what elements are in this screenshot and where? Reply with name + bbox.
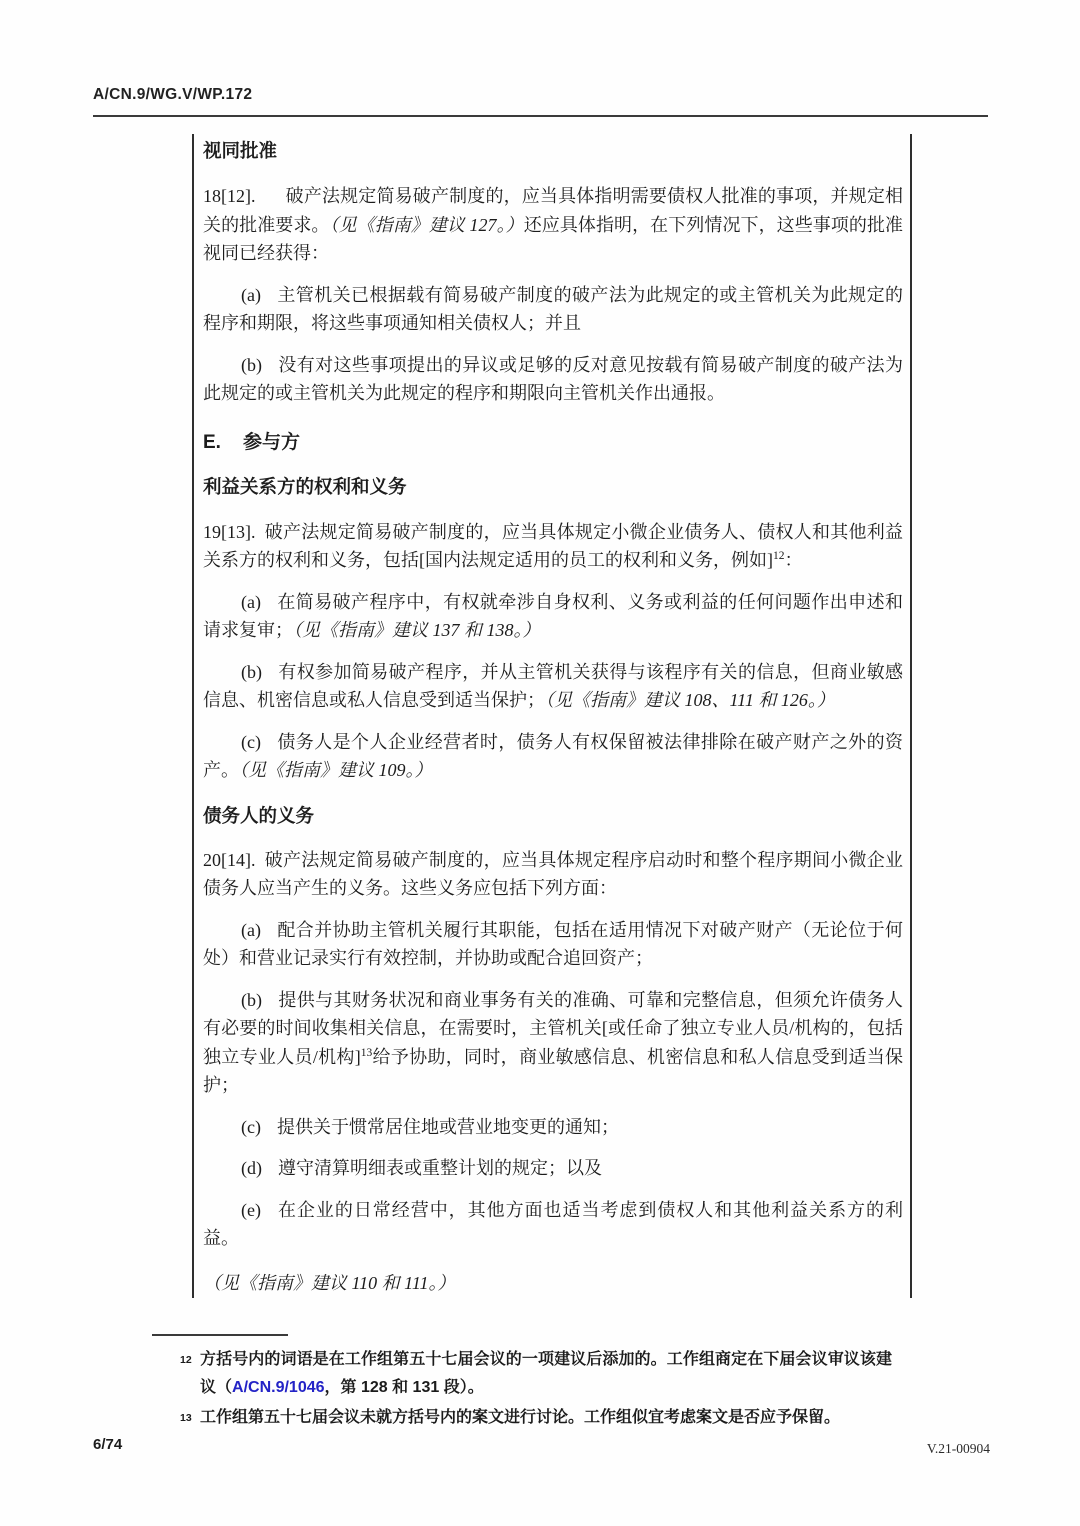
footnote-area: [0, 1334, 1080, 1432]
paragraph-20-14-b: [203, 986, 903, 1100]
paragraph-text: 没有对这些事项提出的异议或足够的反对意见按载有简易破产制度的破产法为此规定的或主管机关为此规定的程序和期限向主管机关作出通报。: [203, 354, 903, 403]
item-label: (b): [241, 661, 262, 682]
section-title: 参与方: [242, 431, 300, 453]
paragraph-text: 遵守清算明细表或重整计划的规定；以及: [278, 1158, 602, 1178]
footnote-number: 12: [180, 1354, 192, 1366]
paragraph-19-13: [203, 518, 903, 575]
paragraph-text: 破产法规定简易破产制度的，应当具体指明需要债权人批准的事项，并规定相关的批准要求。: [203, 186, 903, 235]
guide-reference: （见《指南》建议 108、111 和 126。）: [545, 690, 835, 710]
item-label: (e): [241, 1199, 261, 1220]
paragraph-20-14-d: [203, 1154, 903, 1183]
paragraph-18-12-a: [203, 281, 903, 338]
section-heading-e: [203, 430, 903, 456]
heading-deemed-approval: 视同批准: [203, 142, 278, 162]
footnote-ref-12: 12: [773, 550, 785, 562]
paragraph-text: 给予协助，同时，商业敏感信息、机密信息和私人信息受到适当保护；: [203, 1046, 903, 1095]
item-label: (a): [241, 591, 261, 612]
item-label: (d): [241, 1158, 262, 1178]
section-letter: E.: [203, 431, 221, 453]
guide-reference: （见《指南》建议 127。）: [329, 214, 524, 235]
paragraph-number: 19[13].: [203, 521, 256, 542]
document-link-acn9-1046[interactable]: A/CN.9/1046: [232, 1378, 325, 1396]
guide-reference: （见《指南》建议 109。）: [239, 760, 433, 780]
item-label: (a): [241, 284, 261, 305]
paragraph-19-13-a: [203, 588, 903, 645]
footnote-text: 工作组第五十七届会议未就方括号内的案文进行讨论。工作组似宜考虑案文是否应予保留。: [200, 1409, 841, 1426]
paragraph-text: 有权参加简易破产程序，并从主管机关获得与该程序有关的信息，但商业敏感信息、机密信息或私人信息受到适当保护；: [203, 661, 903, 710]
heading-debtor-obligations: 债务人的义务: [203, 806, 315, 827]
footnote-separator: [152, 1334, 288, 1336]
paragraph-20-14-a: [203, 916, 903, 973]
footnote-text: ，第 128 和 131 段）。: [324, 1378, 484, 1396]
paragraph-text: 配合并协助主管机关履行其职能，包括在适用情况下对破产财产（无论位于何处）和营业记录实行有效控制，并协助或配合追回资产；: [203, 919, 903, 968]
content-box: [192, 134, 912, 1298]
paragraph-text: 提供与其财务状况和商业事务有关的准确、可靠和完整信息，但须允许债务人有必要的时间收集相关信息，在需要时，主管机关[或任命了独立专业人员/机构的，包括独立专业人员/机构]: [203, 989, 903, 1067]
paragraph-text: 提供关于惯常居住地或营业地变更的通知；: [276, 1116, 619, 1137]
paragraph-19-13-c: [203, 728, 903, 785]
paragraph-text: 破产法规定简易破产制度的，应当具体规定小微企业债务人、债权人和其他利益关系方的权利和义务，包括[国内法规定适用的员工的权利和义务，例如]: [203, 521, 903, 570]
item-label: (c): [241, 731, 261, 752]
item-label: (a): [241, 919, 261, 940]
footnote-13: [180, 1404, 892, 1432]
footnote-ref-13: 13: [360, 1046, 373, 1059]
job-number: V.21-00904: [926, 1441, 990, 1456]
page-number: 6/74: [93, 1436, 123, 1453]
guide-reference: （见《指南》建议 137 和 138。）: [293, 620, 541, 640]
heading-stakeholder-rights: 利益关系方的权利和义务: [203, 477, 407, 498]
paragraph-text: 主管机关已根据载有简易破产制度的破产法为此规定的或主管机关为此规定的程序和期限，将这些事项通知相关债权人；并且: [203, 284, 903, 333]
item-label: (b): [241, 354, 262, 375]
item-label: (c): [241, 1116, 261, 1137]
paragraph-20-14-c: [203, 1113, 903, 1142]
paragraph-20-14: [203, 846, 903, 903]
header-rule: [93, 115, 988, 117]
paragraph-18-12-b: [203, 351, 903, 408]
paragraph-text: 还应具体指明，在下列情况下，这些事项的批准视同已经获得：: [203, 214, 904, 263]
footnote-number: 13: [180, 1412, 192, 1424]
document-symbol: A/CN.9/WG.V/WP.172: [93, 86, 253, 103]
paragraph-20-14-e: [203, 1196, 903, 1253]
paragraph-number: 18[12].: [203, 186, 256, 206]
item-label: (b): [241, 989, 262, 1010]
paragraph-number: 20[14].: [203, 849, 256, 870]
paragraph-18-12: [203, 182, 903, 268]
footnote-text: 方括号内的词语是在工作组第五十七届会议的一项建议后添加的。工作组商定在下届会议审议该建议（: [200, 1351, 892, 1396]
closing-guide-reference: （见《指南》建议 110 和 111。）: [203, 1272, 456, 1293]
paragraph-text: 在简易破产程序中，有权就牵涉自身权利、义务或利益的任何问题作出申述和请求复审；: [203, 591, 903, 640]
paragraph-text: 在企业的日常经营中，其他方面也适当考虑到债权人和其他利益关系方的利益。: [203, 1199, 903, 1248]
paragraph-text: 债务人是个人企业经营者时，债务人有权保留被法律排除在破产财产之外的资产。: [203, 731, 903, 780]
footnote-12: [180, 1346, 892, 1401]
paragraph-19-13-b: [203, 658, 903, 715]
paragraph-text: 破产法规定简易破产制度的，应当具体规定程序启动时和整个程序期间小微企业债务人应当产生的义务。这些义务应包括下列方面：: [203, 849, 903, 898]
paragraph-text: ：: [784, 550, 803, 570]
